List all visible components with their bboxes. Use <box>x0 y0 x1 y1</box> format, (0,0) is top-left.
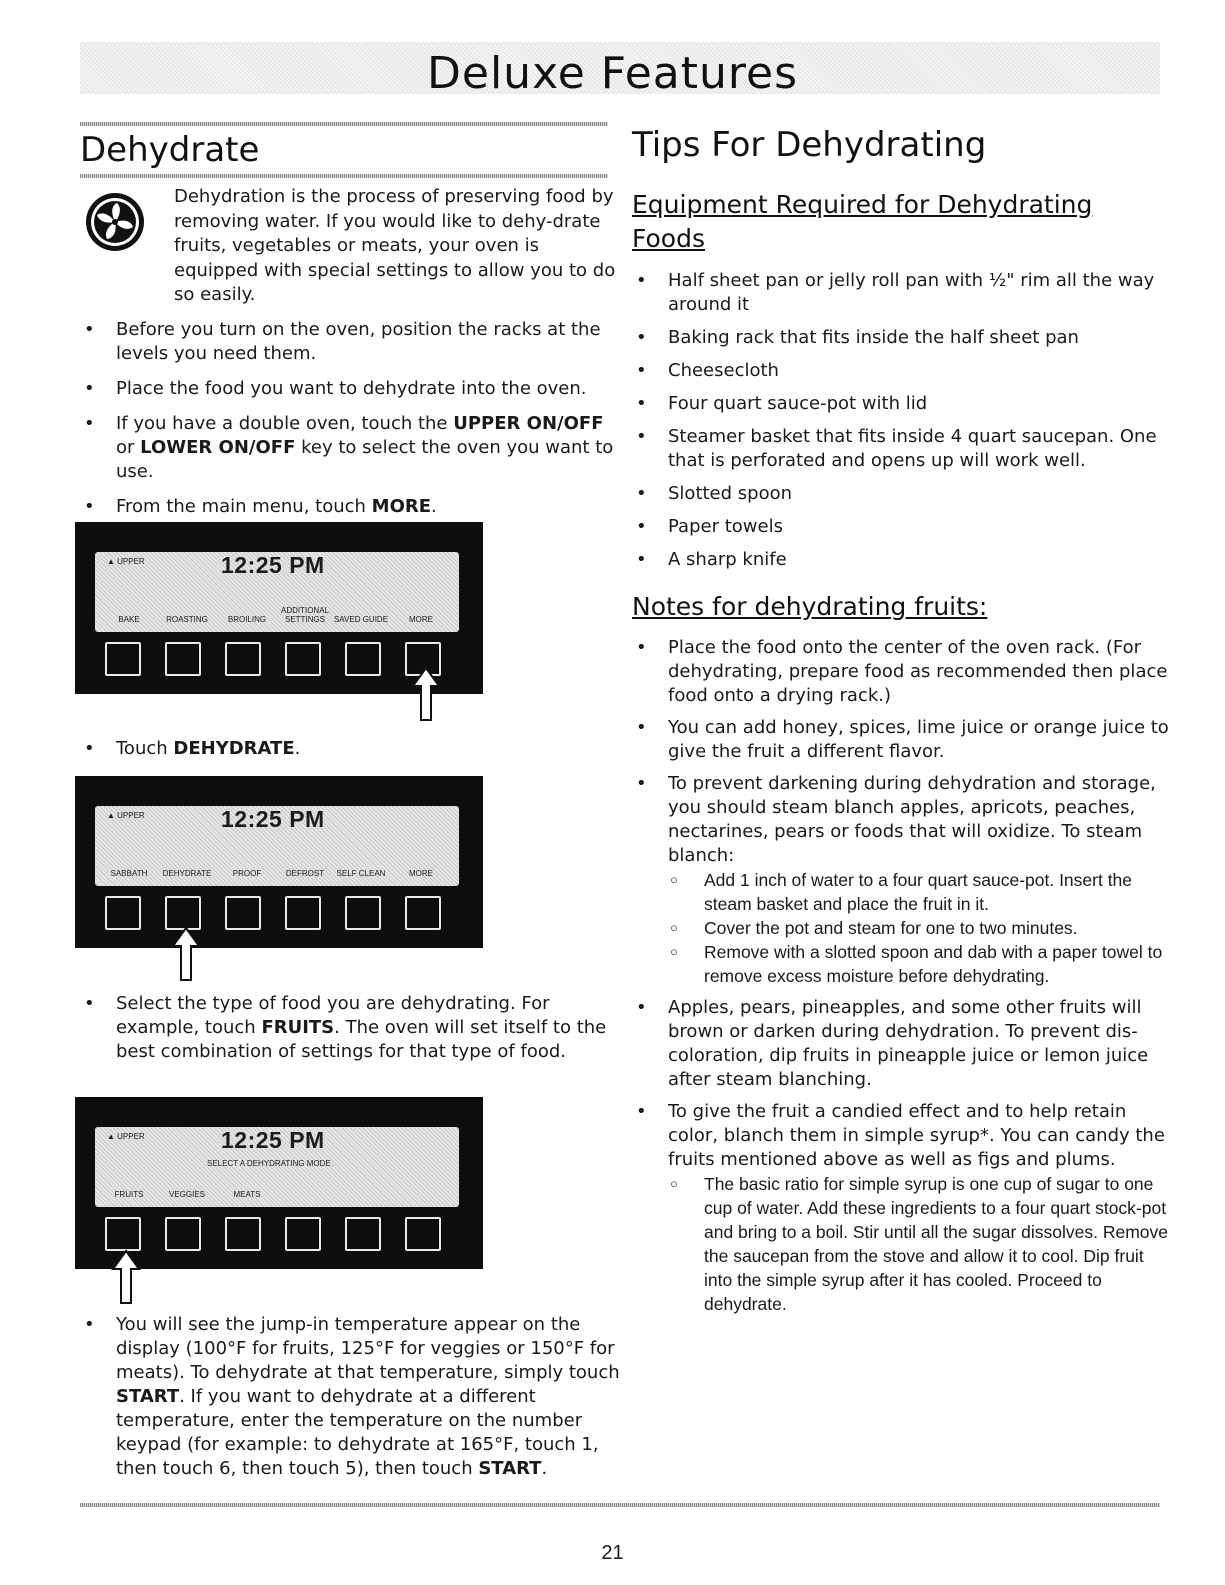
list-item: • Apples, pears, pineapples, and some other fruits will brown or darken during dehydration. To prevent dis-coloration, dip fruits in pineapple juice or lemon juice after steam blanching. <box>632 996 1172 1092</box>
softkey-button[interactable] <box>285 642 321 676</box>
softkey-button[interactable] <box>285 896 321 930</box>
softkey-button[interactable] <box>405 896 441 930</box>
intro-text: Dehydration is the process of preserving food by removing water. If you would like to dehy-drate fruits, vegetables or meats, your oven is equipped with special settings to allow you to do so easily. <box>174 186 616 305</box>
list-item: • Four quart sauce-pot with lid <box>632 392 1172 416</box>
list-item: • Half sheet pan or jelly roll pan with ½" rim all the way around it <box>632 269 1172 317</box>
softkey-label: SABBATH <box>110 869 148 878</box>
step-jump-in-temperature <box>80 1313 620 1481</box>
softkey-button[interactable] <box>225 896 261 930</box>
up-arrow-icon <box>171 926 201 982</box>
list-item: • You can add honey, spices, lime juice or orange juice to give the fruit a different flavor. <box>632 716 1172 764</box>
notes-list <box>632 636 1172 1316</box>
lcd-time: 12:25 PM <box>221 806 325 832</box>
softkey-label: MORE <box>409 869 433 878</box>
dehydrate-steps-a <box>80 318 620 519</box>
softkey-button[interactable] <box>165 642 201 676</box>
equipment-list <box>632 269 1172 572</box>
softkey-button[interactable] <box>225 1217 261 1251</box>
list-item: ○ Remove with a slotted spoon and dab with a paper towel to remove excess moisture before dehydrating. <box>668 940 1172 988</box>
lcd-upper-label: ▲ UPPER <box>107 811 145 820</box>
right-column <box>632 122 1172 1316</box>
softkey-button[interactable] <box>105 642 141 676</box>
softkey-label: ROASTING <box>166 615 208 624</box>
lcd-subtitle: SELECT A DEHYDRATING MODE <box>207 1159 331 1168</box>
list-item: • Paper towels <box>632 515 1172 539</box>
lcd-time: 12:25 PM <box>221 552 325 578</box>
lcd-upper-label: ▲ UPPER <box>107 1132 145 1141</box>
list-item: • Baking rack that fits inside the half sheet pan <box>632 326 1172 350</box>
softkey-button[interactable] <box>405 1217 441 1251</box>
page-number: 21 <box>601 1542 624 1564</box>
softkey-button[interactable] <box>285 1217 321 1251</box>
softkey-label: VEGGIES <box>168 1190 205 1199</box>
control-display-dehydrate-mode <box>75 1097 483 1269</box>
list-item: • To give the fruit a candied effect and to help retain color, blanch them in simple syrup*. You can candy the fruits mentioned above as well as figs and plums. ○ The basic ratio for simple syrup is one cup of sugar to one cup of water. Add these ingredients to a four quart stock-pot and bring to a boil. Stir until all the sugar dissolves. Remove the saucepan from the stove and allow it to cool. Dip fruit into the simple syrup after it has cooled. Proceed to dehydrate. <box>632 1100 1172 1316</box>
up-arrow-icon <box>411 666 441 722</box>
softkey-label: SELF CLEAN <box>336 869 386 878</box>
softkey-button[interactable] <box>165 896 201 930</box>
list-item: • A sharp knife <box>632 548 1172 572</box>
lcd-time: 12:25 PM <box>221 1127 325 1153</box>
list-item: • Place the food onto the center of the oven rack. (For dehydrating, prepare food as recommended then place food onto a drying rack.) <box>632 636 1172 708</box>
list-item: ○ Add 1 inch of water to a four quart sauce-pot. Insert the steam basket and place the fruit in it. <box>668 868 1172 916</box>
list-item: • From the main menu, touch MORE. <box>80 495 620 519</box>
softkey-label: DEFROST <box>285 869 325 878</box>
fan-icon <box>84 191 146 253</box>
list-item: ○ Cover the pot and steam for one to two minutes. <box>668 916 1172 940</box>
list-item: • Touch DEHYDRATE. <box>80 737 620 761</box>
list-item: • If you have a double oven, touch the UPPER ON/OFF or LOWER ON/OFF key to select the oven you want to use. <box>80 412 620 484</box>
intro-block <box>80 185 620 308</box>
softkey-button[interactable] <box>345 896 381 930</box>
lcd-upper-label: ▲ UPPER <box>107 557 145 566</box>
softkey-row <box>105 896 457 930</box>
softkey-button[interactable] <box>165 1217 201 1251</box>
syrup-substeps <box>668 1172 1172 1316</box>
softkey-label: BAKE <box>118 615 140 624</box>
left-column <box>80 122 620 519</box>
softkey-button[interactable] <box>105 896 141 930</box>
lcd-screen <box>95 552 459 632</box>
softkey-label: FRUITS <box>114 1190 144 1199</box>
softkey-row <box>105 642 457 676</box>
list-item: • To prevent darkening during dehydration and storage, you should steam blanch apples, apricots, peaches, nectarines, pears or foods that will oxidize. To steam blanch: ○ Add 1 inch of water to a four quart sauce-pot. Insert the steam basket and place the fruit in it. ○ Cover the pot and steam for one to two minutes. ○ Remove with a slotted spoon and dab with a paper towel to remove excess moisture before dehydrating. <box>632 772 1172 988</box>
softkey-label: MEATS <box>233 1190 261 1199</box>
softkey-label: PROOF <box>232 869 262 878</box>
softkey-button[interactable] <box>225 642 261 676</box>
page-title: Deluxe Features <box>427 48 798 99</box>
step-touch-dehydrate <box>80 737 620 761</box>
softkey-label: SAVED GUIDE <box>333 615 389 624</box>
control-display-main-menu <box>75 522 483 694</box>
softkey-label: DEHYDRATE <box>162 869 212 878</box>
step-select-food <box>80 992 620 1064</box>
section-title-dehydrate: Dehydrate <box>80 130 260 170</box>
list-item: • Select the type of food you are dehydrating. For example, touch FRUITS. The oven will set itself to the best combination of settings for that type of food. <box>80 992 620 1064</box>
lcd-screen <box>95 806 459 886</box>
softkey-label: MORE <box>409 615 433 624</box>
list-item: • Before you turn on the oven, position the racks at the levels you need them. <box>80 318 620 366</box>
steam-blanch-substeps <box>668 868 1172 988</box>
softkey-label: BROILING <box>227 615 267 624</box>
list-item: • Slotted spoon <box>632 482 1172 506</box>
subtitle-equipment: Equipment Required for Dehydrating Foods <box>632 190 1093 253</box>
softkey-button[interactable] <box>105 1217 141 1251</box>
section-title-tips: Tips For Dehydrating <box>632 125 987 165</box>
softkey-label: ADDITIONAL SETTINGS <box>280 606 329 624</box>
divider-bottom <box>80 1503 1160 1507</box>
softkey-row <box>105 1217 457 1251</box>
list-item: • Place the food you want to dehydrate into the oven. <box>80 377 620 401</box>
control-display-more-menu <box>75 776 483 948</box>
up-arrow-icon <box>111 1249 141 1305</box>
softkey-button[interactable] <box>345 642 381 676</box>
list-item: • Steamer basket that fits inside 4 quart saucepan. One that is perforated and opens up will work well. <box>632 425 1172 473</box>
subtitle-notes: Notes for dehydrating fruits: <box>632 592 988 621</box>
softkey-button[interactable] <box>345 1217 381 1251</box>
lcd-screen <box>95 1127 459 1207</box>
list-item: • You will see the jump-in temperature appear on the display (100°F for fruits, 125°F for veggies or 150°F for meats). To dehydrate at that temperature, simply touch START. If you want to dehydrate at a different temperature, enter the temperature on the number keypad (for example: to dehydrate at 165°F, touch 1, then touch 6, then touch 5), then touch START. <box>80 1313 620 1481</box>
list-item: ○ The basic ratio for simple syrup is one cup of sugar to one cup of water. Add these ingredients to a four quart stock-pot and bring to a boil. Stir until all the sugar dissolves. Remove the saucepan from the stove and allow it to cool. Dip fruit into the simple syrup after it has cooled. Proceed to dehydrate. <box>668 1172 1172 1316</box>
list-item: • Cheesecloth <box>632 359 1172 383</box>
